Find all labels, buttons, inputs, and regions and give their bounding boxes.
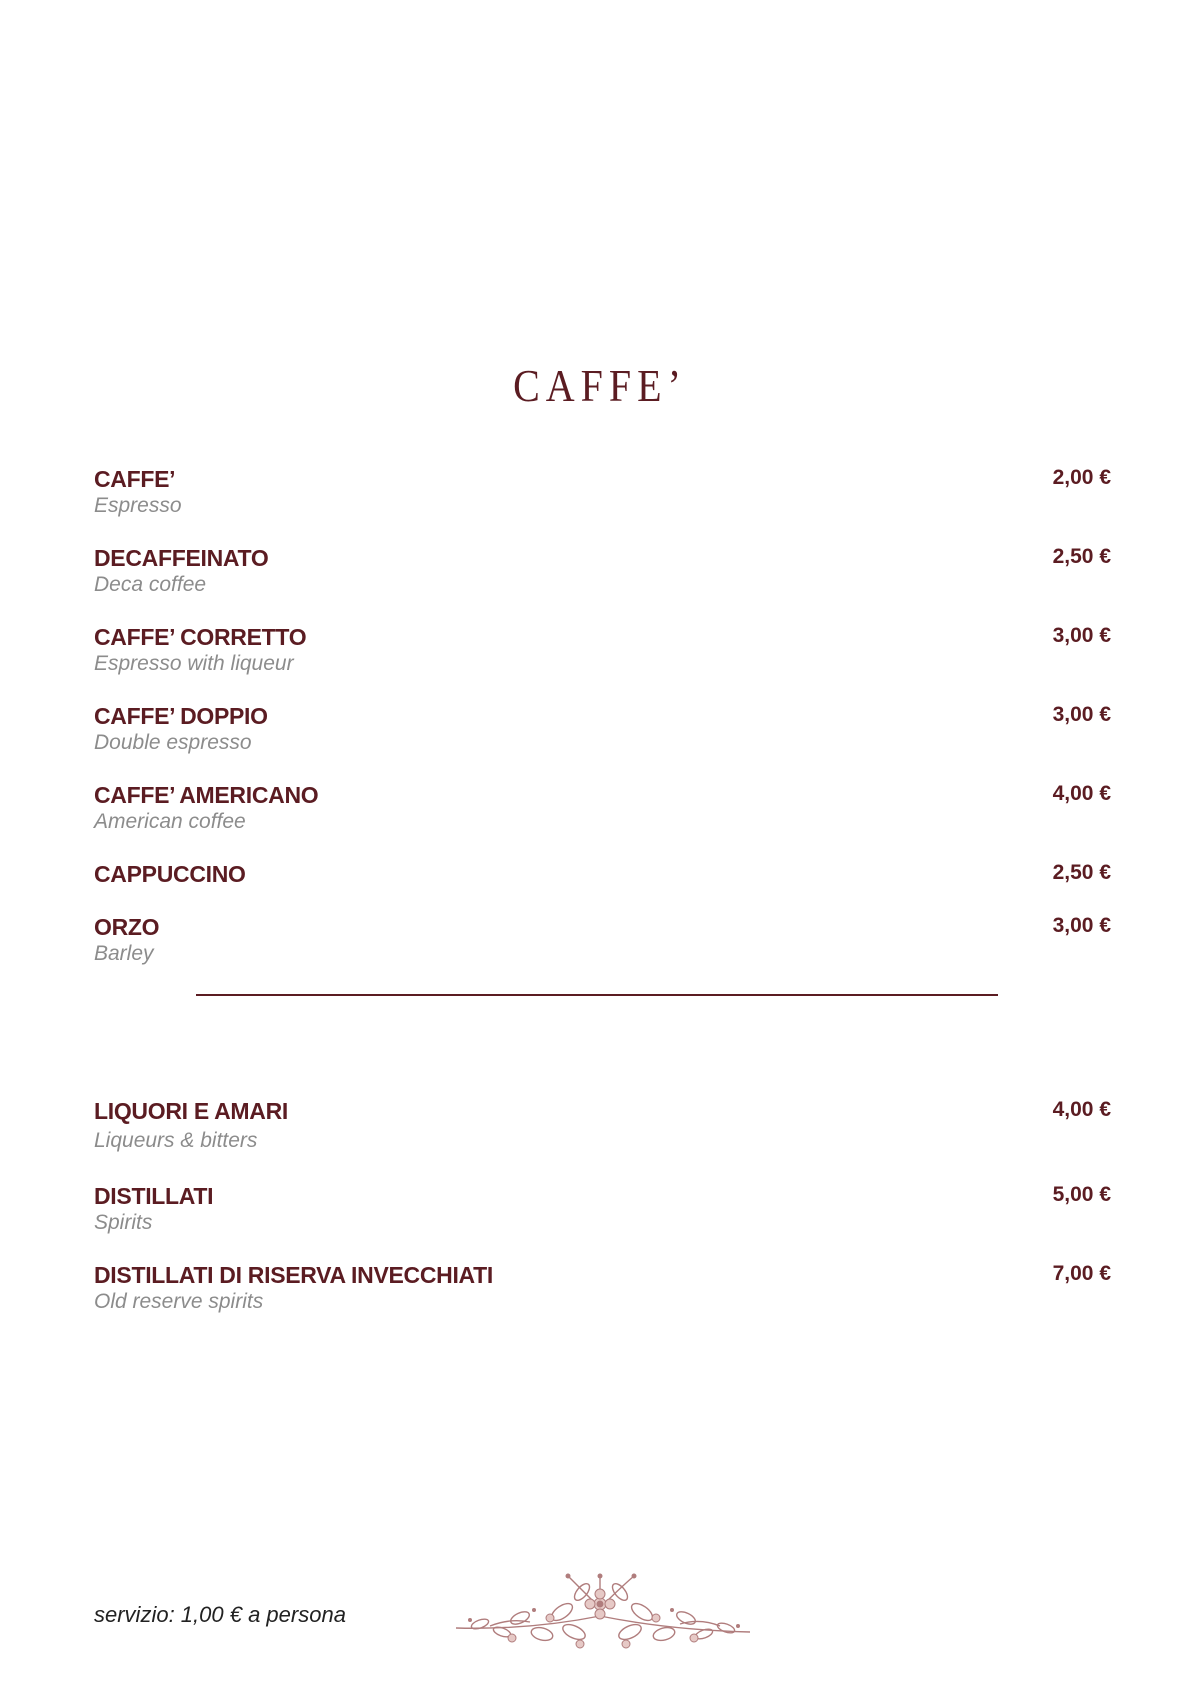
item-price: 7,00 € [1052, 1262, 1111, 1285]
item-description: Espresso with liqueur [94, 652, 294, 675]
item-price: 3,00 € [1052, 624, 1111, 647]
item-price: 2,00 € [1052, 466, 1111, 489]
item-description: Old reserve spirits [94, 1290, 264, 1313]
item-description: Deca coffee [94, 573, 207, 596]
item-price: 2,50 € [1052, 861, 1111, 884]
item-description: American coffee [94, 810, 246, 833]
floral-garland-icon [450, 1568, 756, 1658]
item-price: 4,00 € [1052, 782, 1111, 805]
item-price: 3,00 € [1052, 914, 1111, 937]
item-name: LIQUORI E AMARI [94, 1098, 288, 1124]
item-price: 3,00 € [1052, 703, 1111, 726]
item-price: 4,00 € [1052, 1098, 1111, 1121]
item-name: DISTILLATI DI RISERVA INVECCHIATI [94, 1262, 494, 1288]
item-name: CAFFE’ DOPPIO [94, 703, 268, 729]
item-price: 5,00 € [1052, 1183, 1111, 1206]
item-description: Espresso [94, 494, 182, 517]
item-price: 2,50 € [1052, 545, 1111, 568]
item-name: DISTILLATI [94, 1183, 214, 1209]
item-name: DECAFFEINATO [94, 545, 269, 571]
item-name: CAFFE’ CORRETTO [94, 624, 307, 650]
item-description: Barley [94, 942, 154, 965]
item-description: Double espresso [94, 731, 252, 754]
service-charge-note: servizio: 1,00 € a persona [94, 1602, 346, 1627]
item-description: Liqueurs & bitters [94, 1129, 258, 1152]
item-name: CAFFE’ AMERICANO [94, 782, 319, 808]
item-name: CAPPUCCINO [94, 861, 246, 887]
item-description: Spirits [94, 1211, 153, 1234]
section-divider [196, 994, 998, 996]
item-name: ORZO [94, 914, 160, 940]
menu-title: CAFFE’ [513, 359, 687, 412]
item-name: CAFFE’ [94, 466, 176, 492]
